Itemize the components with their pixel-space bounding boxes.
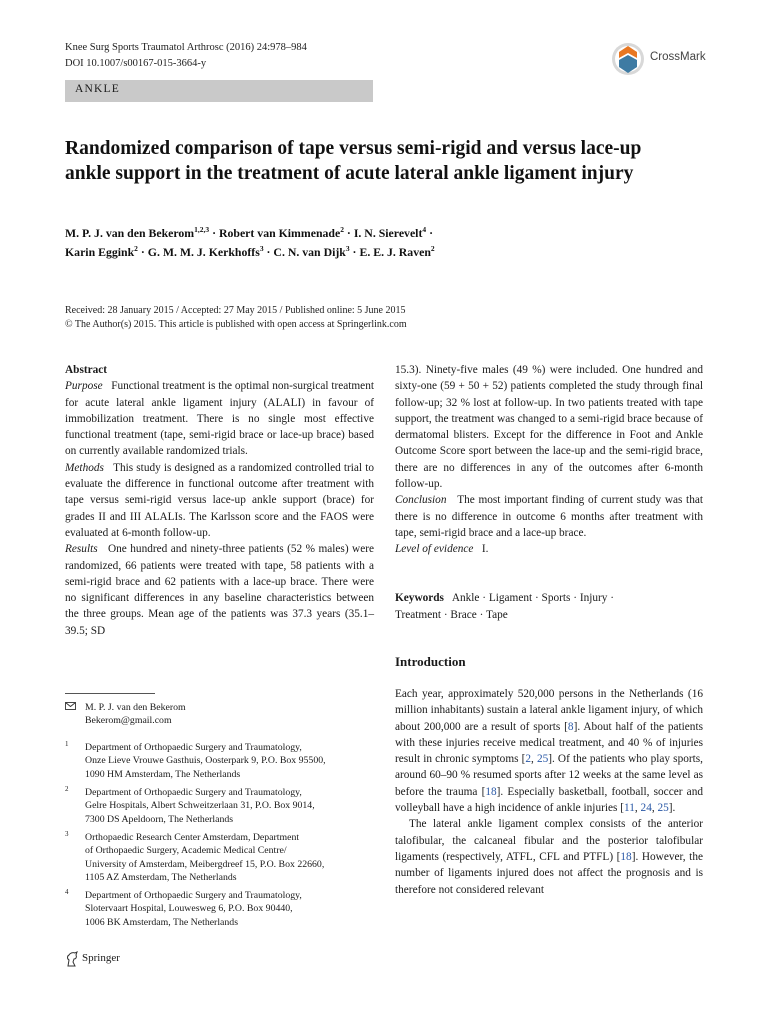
envelope-icon xyxy=(65,702,76,710)
keywords-line2: Treatment · Brace · Tape xyxy=(395,609,508,621)
introduction-paragraph-2: The lateral ankle ligament complex consists of the anterior talofibular, the calcaneal fibular and the posterior talofibular ligaments (respectively, ATFL, CFL and PTFL) [18]. However, the number of ligaments injured does not affect the prognosis and is therefore not considered relevant xyxy=(395,818,703,896)
citation-link[interactable]: 18 xyxy=(620,850,632,863)
author-5[interactable]: G. M. M. J. Kerkhoffs$^3$ xyxy=(147,244,264,259)
affiliation-number: 2 xyxy=(65,785,69,793)
abstract-conclusion: Conclusion The most important finding of current study was that there is no difference in outcome 6 months after treatment with tape, semi-rigid brace and a lace-up brace. xyxy=(395,494,703,539)
citation-link[interactable]: 18 xyxy=(485,785,497,798)
introduction-heading: Introduction xyxy=(395,654,466,669)
contact-email[interactable]: Bekerom@gmail.com xyxy=(85,715,172,726)
abstract-left-column xyxy=(65,362,374,639)
abstract-level: Level of evidence I. xyxy=(395,543,489,556)
keywords-label: Keywords xyxy=(395,592,444,604)
keywords-line1: Ankle · Ligament · Sports · Injury · xyxy=(451,592,615,604)
citation-link[interactable]: 11 xyxy=(624,802,635,815)
author-1[interactable]: M. P. J. van den Bekerom$^{1,2,3}$ xyxy=(65,225,210,240)
publisher-label: Springer xyxy=(82,952,120,964)
author-6[interactable]: C. N. van Dijk$^3$ xyxy=(273,244,350,259)
author-7[interactable]: E. E. J. Raven$^2$ xyxy=(359,244,435,259)
citation-link[interactable]: 25 xyxy=(657,802,669,815)
author-4[interactable]: Karin Eggink$^2$ xyxy=(65,244,138,259)
crossmark-icon xyxy=(610,40,646,78)
author-3[interactable]: I. N. Sierevelt$^4$ xyxy=(353,225,427,240)
abstract-results: Results One hundred and ninety-three patients (52 % males) were randomized, 66 patients were treated with tape, 58 patients with a semi-rigid brace and 62 patients with a lace-up brace. There were no significant differences in any baseline characteristics between the three groups. Mean age of the patients was 37.3 years (35.1–39.5; SD xyxy=(65,543,374,637)
open-access-line: © The Author(s) 2015. This article is published with open access at Springerlink.com xyxy=(65,319,407,330)
doi[interactable]: DOI 10.1007/s00167-015-3664-y xyxy=(65,58,207,69)
citation-link[interactable]: 8 xyxy=(567,720,574,733)
contact-name: M. P. J. van den Bekerom xyxy=(85,702,186,713)
article-title: Randomized comparison of tape versus semi-rigid and versus lace-up ankle support in the treatment of acute lateral ankle ligament injury xyxy=(65,138,642,184)
journal-citation: Knee Surg Sports Traumatol Arthrosc (2016) 24:978–984 xyxy=(65,42,307,53)
author-list: M. P. J. van den Bekerom$^{1,2,3}$ · Robert van Kimmenade$^2$ · I. N. Sierevelt$^4$ · Karin Eggink$^2$ · G. M. M. J. Kerkhoffs$^3$ · C. N. van Dijk$^3$ · E. E. J. Raven$^2$ xyxy=(65,225,435,259)
citation-link[interactable]: 24 xyxy=(640,802,652,815)
author-2[interactable]: Robert van Kimmenade$^2$ xyxy=(218,225,344,240)
citation-link[interactable]: 2 xyxy=(525,753,532,766)
footnote-divider xyxy=(65,693,155,694)
section-bar xyxy=(65,80,373,102)
springer-horse-icon xyxy=(65,951,79,967)
abstract-heading: Abstract xyxy=(65,364,108,376)
dates-line: Received: 28 January 2015 / Accepted: 27 May 2015 / Published online: 5 June 2015 xyxy=(65,305,406,316)
journal-header xyxy=(65,40,307,72)
abstract-purpose: Purpose Functional treatment is the optimal non-surgical treatment for acute lateral ankle ligament injury (ALALI) in favour of immobilization treatment. There is no single most effective functional treatment (tape, semi-rigid brace or lace-up brace) based on currently available randomized trials. xyxy=(65,380,374,458)
abstract-methods: Methods This study is designed as a randomized controlled trial to evaluate the difference in functional outcome after treatment with tape versus semi-rigid versus lace-up ankle support (brace) for grades II and III ALALIs. The Karlsson score and the FAOS were evaluated at 6-month follow-up. xyxy=(65,461,374,539)
keywords xyxy=(395,590,703,624)
introduction-body xyxy=(395,686,703,898)
abstract-results-continued: 15.3). Ninety-five males (49 %) were included. One hundred and sixty-one (59 + 50 + 52) patients completed the study through final follow-up; 32 % lost at follow-up. In two patients treated with tape support, the treatment was changed to a semi-rigid brace because of dermatomal blisters. Except for the difference in Foot and Ankle Outcome Score sport between the lace-up and the semi-rigid brace, there are no differences in any of the outcomes after 6-month follow-up. xyxy=(395,364,703,491)
introduction-paragraph-1: Each year, approximately 520,000 persons in the Netherlands (16 million inhabitants) sustain a lateral ankle ligament injury, of which about 200,000 are a result of sports [8]. About half of the patients with these injuries receive medical treatment, and 40 % of injuries result in chronic symptoms [2, 25]. Of the patients who play sports, around 60–90 % resumed sports after 12 weeks at the same level as before the trauma [18]. Especially basketball, football, soccer and volleyball have a high incidence of ankle injuries [11, 24, 25]. xyxy=(395,688,703,815)
citation-link[interactable]: 25 xyxy=(536,753,549,766)
crossmark-badge[interactable] xyxy=(610,40,714,78)
affiliation-number: 1 xyxy=(65,740,69,748)
abstract-right-column xyxy=(395,362,703,558)
affiliation-number: 4 xyxy=(65,888,69,896)
crossmark-label: CrossMark xyxy=(650,51,706,63)
section-label: ANKLE xyxy=(75,83,120,95)
affiliation-number: 3 xyxy=(65,830,69,838)
publication-dates xyxy=(65,304,705,332)
